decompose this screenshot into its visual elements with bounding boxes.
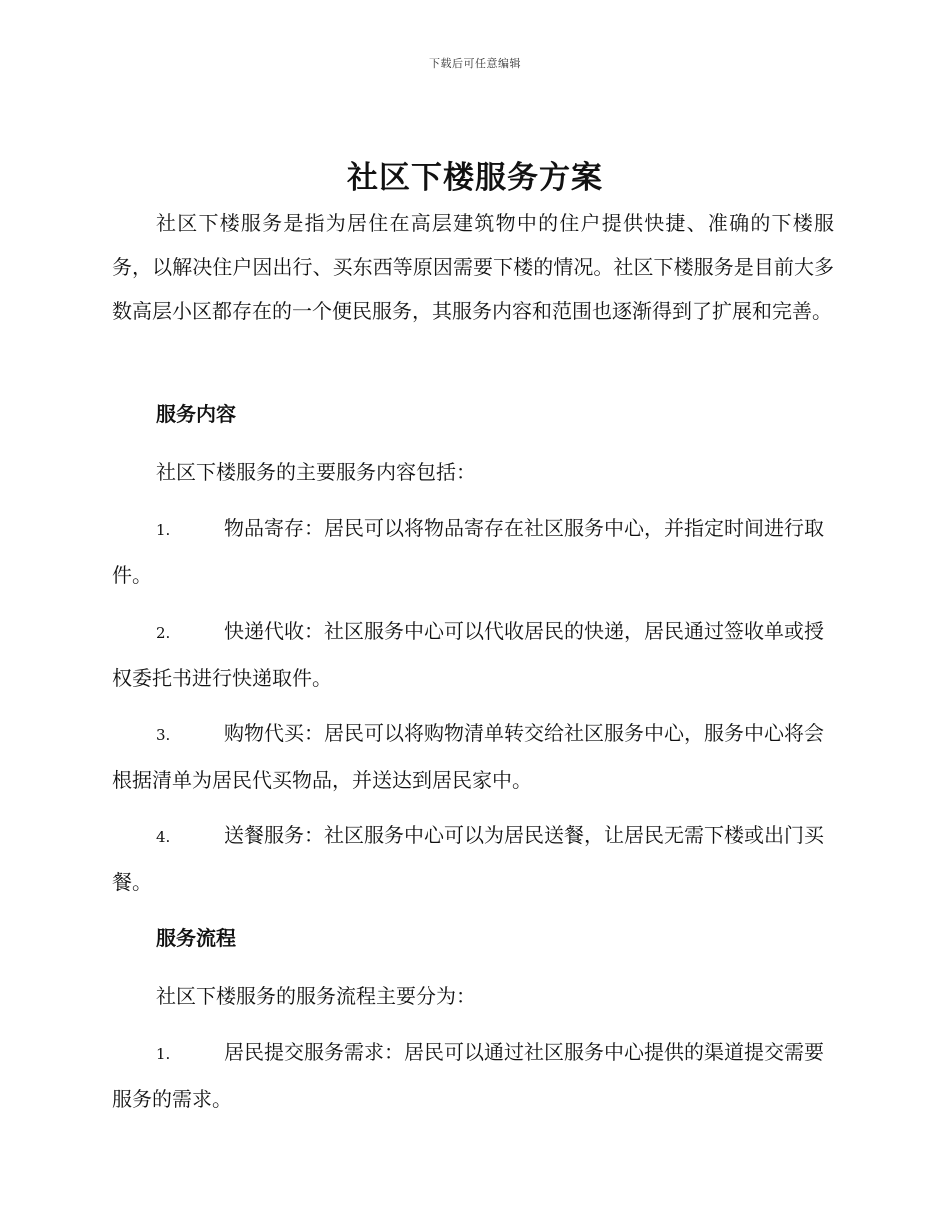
list-item: [112, 609, 834, 701]
list-item: [112, 711, 834, 803]
list-number: 4.: [156, 828, 171, 846]
list-text: 快递代收：社区服务中心可以代收居民的快递，居民通过签收单或授权委托书进行快递取件。: [112, 619, 824, 690]
list-item: [112, 1030, 834, 1122]
list-text: 购物代买：居民可以将购物清单转交给社区服务中心，服务中心将会根据清单为居民代买物品，并送达到居民家中。: [112, 721, 824, 792]
list-number: 3.: [156, 726, 171, 744]
list-item: [112, 506, 834, 598]
section-intro-content: 社区下楼服务的主要服务内容包括：: [156, 460, 476, 484]
section-heading-process: 服务流程: [156, 926, 236, 950]
list-text: 送餐服务：社区服务中心可以为居民送餐，让居民无需下楼或出门买餐。: [112, 823, 824, 894]
list-text: 物品寄存：居民可以将物品寄存在社区服务中心，并指定时间进行取件。: [112, 516, 824, 587]
list-item: [112, 813, 834, 905]
section-heading-content: 服务内容: [156, 402, 236, 426]
list-number: 2.: [156, 624, 171, 642]
intro-paragraph: 社区下楼服务是指为居住在高层建筑物中的住户提供快捷、准确的下楼服务，以解决住户因出行、买东西等原因需要下楼的情况。社区下楼服务是目前大多数高层小区都存在的一个便民服务，其服务内容和范围也逐渐得到了扩展和完善。: [112, 211, 834, 323]
document-title: 社区下楼服务方案: [347, 160, 603, 196]
section-intro-process: 社区下楼服务的服务流程主要分为：: [156, 984, 476, 1008]
list-text: 居民提交服务需求：居民可以通过社区服务中心提供的渠道提交需要服务的需求。: [112, 1040, 824, 1111]
list-number: 1.: [156, 1045, 171, 1063]
header-note: 下载后可任意编辑: [429, 57, 521, 70]
list-number: 1.: [156, 521, 171, 539]
